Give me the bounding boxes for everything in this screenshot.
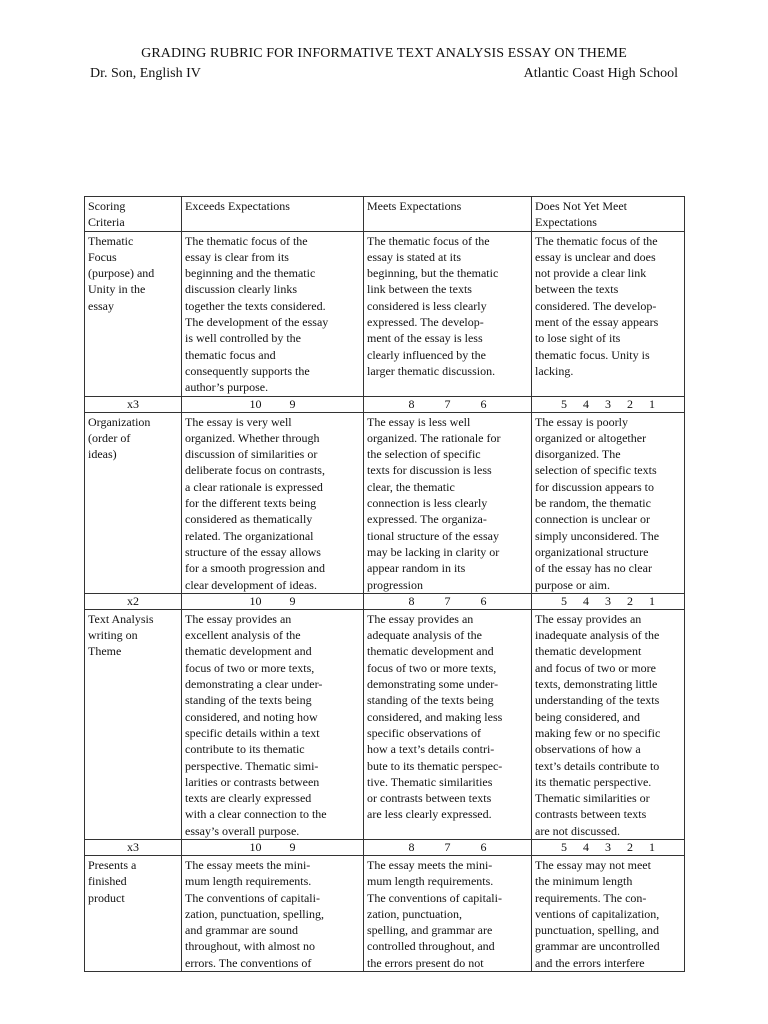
score-value: 4	[583, 593, 589, 608]
score-value: 8	[408, 593, 415, 608]
exceeds-cell: The essay meets the mini- mum length requirements. The conventions of capitali- zation, punctuation, spelling, and grammar are sound throughout, with almost no errors. The conventions of	[182, 855, 364, 971]
score-value: 8	[408, 396, 415, 411]
not-yet-cell: The essay provides an inadequate analysis of the thematic development and focus of two or more texts, demonstrating little understanding of the texts being considered, and making few or no specific observations of how a text’s details contribute to its thematic perspective. Thematic similarities or contrasts between texts are not discussed.	[532, 609, 685, 839]
header-subline	[90, 66, 678, 82]
header-not-yet: Does Not Yet Meet Expectations	[532, 197, 685, 232]
score-value: 3	[605, 396, 611, 411]
rubric-table	[84, 196, 685, 972]
score-value: 9	[289, 593, 296, 608]
score-value: 1	[649, 839, 655, 854]
score-value: 4	[583, 839, 589, 854]
rubric-score-row	[85, 593, 685, 609]
score-value: 6	[480, 593, 487, 608]
not-yet-cell: The essay is poorly organized or altogether disorganized. The selection of specific texts for discussion appears to be random, the thematic connection is unclear or simply unconsidered. The organizational structure of the essay has no clear purpose or aim.	[532, 412, 685, 593]
rubric-criteria-row	[85, 412, 685, 593]
score-value: 5	[561, 396, 567, 411]
meets-score-cell	[364, 593, 532, 609]
header-exceeds: Exceeds Expectations	[182, 197, 364, 232]
header-meets: Meets Expectations	[364, 197, 532, 232]
score-value: 5	[561, 593, 567, 608]
multiplier-cell: x3	[85, 839, 182, 855]
not-yet-score-cell	[532, 396, 685, 412]
teacher-course: Dr. Son, English IV	[90, 66, 201, 81]
meets-score-cell	[364, 839, 532, 855]
rubric-score-row	[85, 396, 685, 412]
score-value: 6	[480, 839, 487, 854]
score-value: 1	[649, 593, 655, 608]
meets-cell: The thematic focus of the essay is stated at its beginning, but the thematic link between the texts considered is less clearly expressed. The develop- ment of the essay is less clearly influenced by the larger thematic discussion.	[364, 231, 532, 396]
not-yet-score-cell	[532, 593, 685, 609]
school-name: Atlantic Coast High School	[523, 66, 678, 81]
exceeds-cell: The thematic focus of the essay is clear from its beginning and the thematic discussion clearly links together the texts considered. The development of the essay is well controlled by the thematic focus and consequently supports the author’s purpose.	[182, 231, 364, 396]
multiplier-cell: x2	[85, 593, 182, 609]
exceeds-cell: The essay is very well organized. Whether through discussion of similarities or deliberate focus on contrasts, a clear rationale is expressed for the different texts being considered as thematically related. The organizational structure of the essay allows for a smooth progression and clear development of ideas.	[182, 412, 364, 593]
score-value: 4	[583, 396, 589, 411]
meets-cell: The essay provides an adequate analysis of the thematic development and focus of two or more texts, demonstrating some under- standing of the texts being considered, and making less specific observations of how a text’s details contri- bute to its thematic perspec- tive. Thematic similarities or contrasts between texts are less clearly expressed.	[364, 609, 532, 839]
criteria-cell: Organization (order of ideas)	[85, 412, 182, 593]
score-value: 3	[605, 839, 611, 854]
score-value: 7	[444, 396, 451, 411]
criteria-cell: Thematic Focus (purpose) and Unity in the essay	[85, 231, 182, 396]
score-value: 3	[605, 593, 611, 608]
rubric-criteria-row	[85, 609, 685, 839]
rubric-criteria-row	[85, 231, 685, 396]
score-value: 10	[249, 593, 262, 608]
rubric-criteria-row	[85, 855, 685, 971]
score-value: 8	[408, 839, 415, 854]
meets-cell: The essay meets the mini- mum length requirements. The conventions of capitali- zation, punctuation, spelling, and grammar are controlled throughout, and the errors present do not	[364, 855, 532, 971]
rubric-body	[85, 197, 685, 972]
rubric-score-row	[85, 839, 685, 855]
exceeds-score-cell	[182, 839, 364, 855]
not-yet-score-cell	[532, 839, 685, 855]
multiplier-cell: x3	[85, 396, 182, 412]
criteria-cell: Presents a finished product	[85, 855, 182, 971]
score-value: 7	[444, 593, 451, 608]
score-value: 2	[627, 839, 633, 854]
score-value: 9	[289, 396, 296, 411]
meets-score-cell	[364, 396, 532, 412]
header-scoring-criteria: Scoring Criteria	[85, 197, 182, 232]
exceeds-score-cell	[182, 396, 364, 412]
meets-cell: The essay is less well organized. The rationale for the selection of specific texts for discussion is less clear, the thematic connection is less clearly expressed. The organiza- tional structure of the essay may be lacking in clarity or appear random in its progression	[364, 412, 532, 593]
score-value: 1	[649, 396, 655, 411]
score-value: 2	[627, 593, 633, 608]
score-value: 2	[627, 396, 633, 411]
score-value: 10	[249, 839, 262, 854]
score-value: 9	[289, 839, 296, 854]
score-value: 7	[444, 839, 451, 854]
score-value: 10	[249, 396, 262, 411]
page-title: GRADING RUBRIC FOR INFORMATIVE TEXT ANALYSIS ESSAY ON THEME	[141, 46, 627, 61]
exceeds-score-cell	[182, 593, 364, 609]
score-value: 6	[480, 396, 487, 411]
score-value: 5	[561, 839, 567, 854]
rubric-header-row	[85, 197, 685, 232]
not-yet-cell: The essay may not meet the minimum length requirements. The con- ventions of capitalization, punctuation, spelling, and grammar are uncontrolled and the errors interfere	[532, 855, 685, 971]
criteria-cell: Text Analysis writing on Theme	[85, 609, 182, 839]
not-yet-cell: The thematic focus of the essay is unclear and does not provide a clear link between the texts considered. The develop- ment of the essay appears to lose sight of its thematic focus. Unity is lacking.	[532, 231, 685, 396]
exceeds-cell: The essay provides an excellent analysis of the thematic development and focus of two or more texts, demonstrating a clear under- standing of the texts being considered, and noting how specific details within a text contribute to its thematic perspective. Thematic simi- larities or contrasts between texts are clearly expressed with a clear connection to the essay’s overall purpose.	[182, 609, 364, 839]
